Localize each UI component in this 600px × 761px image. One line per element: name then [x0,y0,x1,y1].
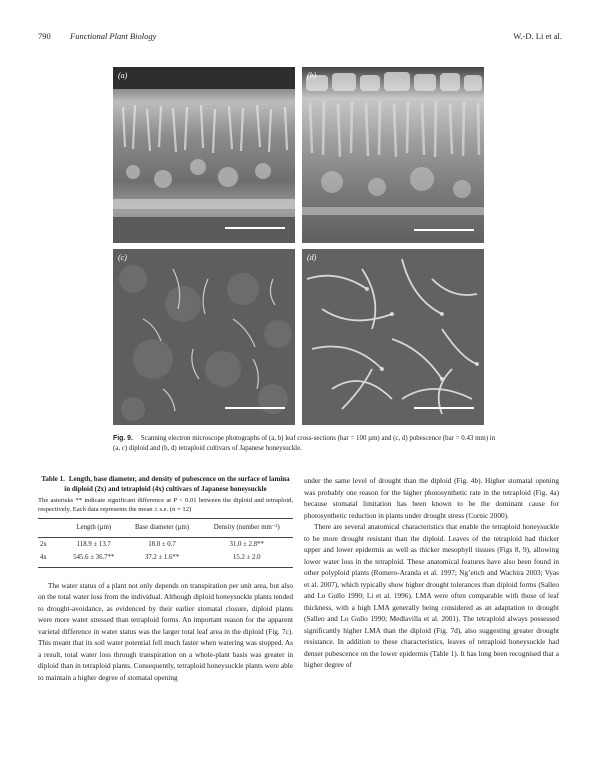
data-table [38,518,293,568]
panel-label: (a) [118,71,128,80]
scale-bar [414,407,474,409]
table-cell: 37.2 ± 1.6** [124,551,201,567]
table-cell: 4x [38,551,64,567]
left-column [38,475,293,683]
sem-surface-icon [113,249,295,425]
panel-b-cross-section-image [302,67,484,243]
figure-caption-text: Scanning electron microscope photographs of (a, b) leaf cross-sections (bar = 100 µm) and (c, d) pubescence (bar = 0.43 mm) in (a, c) diploid and (b, d) tetraploid cultivars of Japanese honeysuckle. [113,435,496,452]
table-title-text: Length, base diameter, and density of pubescence on the surface of lamina in diploid (2x) and tetraploid (4x) cultivars of Japanese honeysuckle [64,475,290,493]
panel-label: (d) [307,253,317,262]
figure-label: Fig. 9. [113,435,133,442]
figure-caption [113,434,503,454]
panel-a-cross-section-image [113,67,295,243]
panel-label: (c) [118,253,127,262]
panel-c-pubescence-image [113,249,295,425]
table-cell: 118.9 ± 13.7 [76,540,111,548]
paragraph: under the same level of drought than the diploid (Fig. 4b). Higher stomatal opening was probably one reason for the higher photosynthetic rate in the tetraploid (Fig. 4a) because stomatal limitation has been known to be the dominant cause for photosynthetic reduction in plants under drought stress (Cornic 2000). [304,476,559,520]
sem-surface-icon [302,249,484,425]
table-cell: 15.2 ± 2.0 [200,551,293,567]
paragraph: The water status of a plant not only depends on transpiration per unit area, but also on the total water loss from the individual. Although diploid honeysuckle plants tended to drought-avoidance, as evidenced by their earlier stomatal closure, diploid plants were more water stressed than tetraploid forms. An important reason for the apparent varietal difference in water status was the larger total leaf area in the diploid (Fig. 7c). This meant that its soil water potential fell much faster when watering was stopped. As a result, total water loss through transpiration on a whole-plant basis was greater in diploid than in tetraploid plants. Consequently, tetraploid honeysuckle plants were able to maintain a higher degree of stomatal opening [38,580,293,682]
table-cell: 545.6 ± 36.7** [64,551,124,567]
running-header [38,31,562,43]
paragraph: There are several anatomical characteristics that enable the tetraploid honeysuckle to be more drought resistant than the diploid. Leaves of the tetraploid had thicker upper and lower epidermis as well as thicker mesophyll tissues (Figs 8, 9), allowing lower water loss in the tetraploid. These anatomical features have also been found in other polyploid plants (Romero-Aranda et al. 1997; Ng’etich and Wachira 2003; Vyas et al. 2007), which typically show higher drought tolerances than diploid forms (Salleo and Lo Gullo 1990; Li et al. 1996). LMA were often comparable with those of leaf thickness, with a high LMA generally being considered as an adaptation to drought (Salleo and Lo Gullo 1990; Medlavilla et al. 2001). The tetraploid always possessed significantly higher LMA than the diploid (Fig. 7d), also suggesting greater drought resistance. In addition to these characteristics, leaves of tetraploid honeysuckle had denser pubescence on the lower epidermis (Table 1). It has long been recognised that a higher degree of [304,522,559,669]
table-cell: 18.0 ± 0.7 [148,540,176,548]
panel-label: (b) [307,71,317,80]
panel-d-pubescence-image [302,249,484,425]
left-body-text [38,580,293,684]
right-column [304,475,559,671]
table-row [38,551,293,567]
table-cell: 31.0 ± 2.8** [229,540,264,548]
table-header-cell: Density (number mm⁻²) [200,519,293,538]
table-cell: 2x [40,540,47,548]
sem-cross-section-icon [302,67,484,243]
scale-bar [225,227,285,229]
scale-bar [225,407,285,409]
table-note: The asterisks ** indicate significant difference at P < 0.01 between the diploid and tetraploid, respectively. Each data represents the mean ± s.e. (n = 12) [38,497,293,513]
page-number: 790 [38,31,51,41]
table-header-cell: Length (µm) [64,519,124,538]
sem-cross-section-icon [113,67,295,243]
table-header-row [38,519,293,538]
table-header-cell: Base diameter (µm) [124,519,201,538]
journal-name: Functional Plant Biology [70,31,157,41]
figure-9 [113,67,484,425]
author-line: W.-D. Li et al. [513,31,562,41]
table-header-cell [38,519,64,538]
table-label: Table 1. [41,475,65,483]
scale-bar [414,229,474,231]
table-row [38,537,293,551]
table-title [38,475,293,494]
